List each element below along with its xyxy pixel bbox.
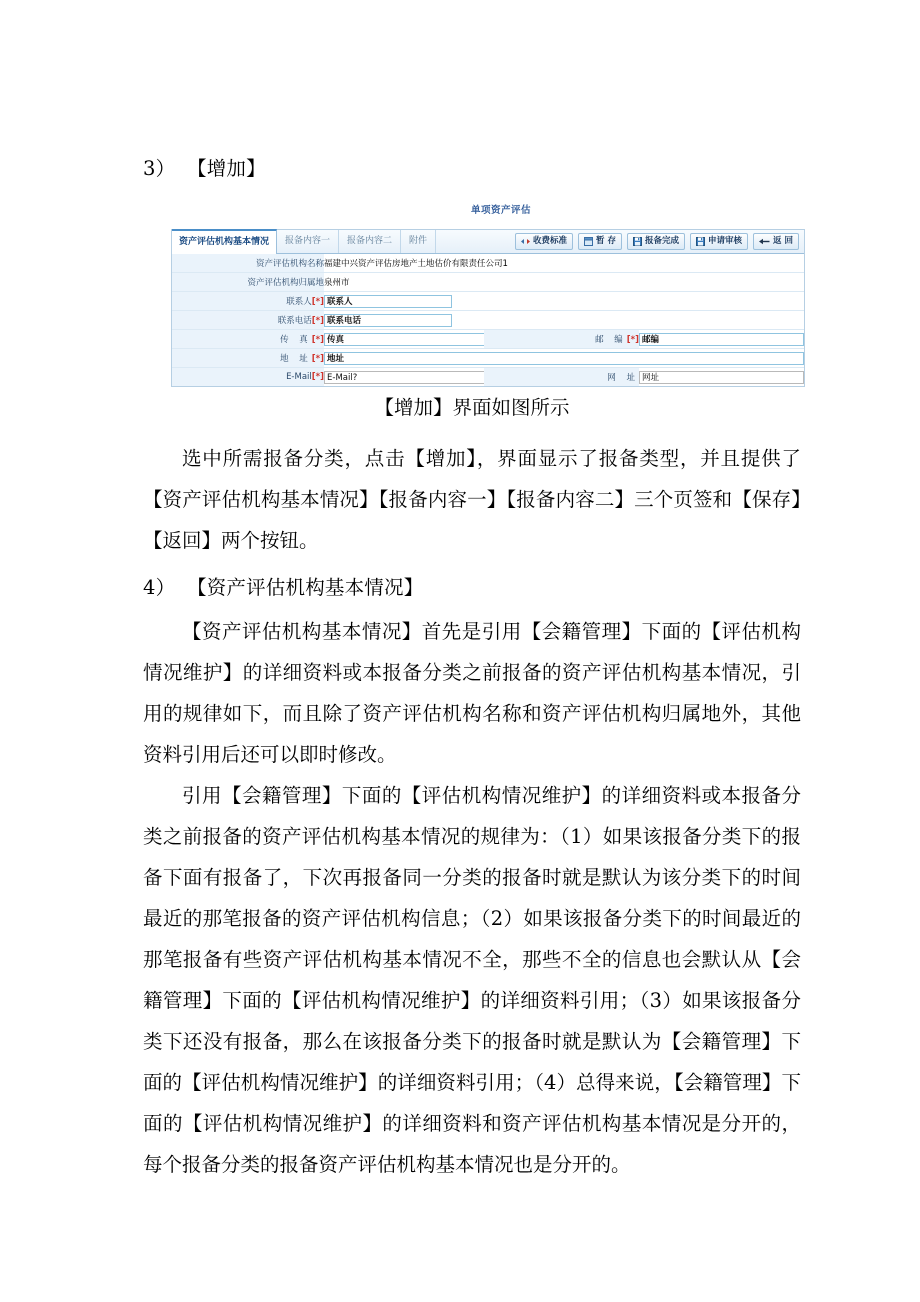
tab-filing-content-1[interactable]: 报备内容一 <box>277 230 339 253</box>
address-cell <box>324 349 804 368</box>
contact-cell <box>324 292 804 311</box>
toolbar <box>515 230 804 253</box>
org-name-label: 资产评估机构名称 <box>172 254 324 273</box>
temp-save-button[interactable] <box>578 233 622 250</box>
list-item-3-label: 【增加】 <box>187 157 266 180</box>
required-mark: [*] <box>311 354 324 364</box>
application-window <box>171 229 805 387</box>
tab-org-basic-info[interactable]: 资产评估机构基本情况 <box>172 229 277 254</box>
paragraph-1: 选中所需报备分类，点击【增加】，界面显示了报备类型，并且提供了【资产评估机构基本情况】【报备内容一】【报备内容二】三个页签和【保存】【返回】两个按钮。 <box>143 447 801 552</box>
back-arrow-icon <box>759 237 770 246</box>
table-row <box>172 311 804 330</box>
filing-complete-button[interactable] <box>627 233 685 250</box>
back-label: 返 回 <box>773 236 793 247</box>
address-label-text: 地 址 <box>280 354 312 364</box>
save-icon <box>633 237 642 246</box>
org-region-value: 泉州市 <box>324 273 804 292</box>
table-row <box>172 368 804 387</box>
fax-input[interactable]: 传真 <box>324 333 484 346</box>
org-region-label: 资产评估机构归属地 <box>172 273 324 292</box>
table-row <box>172 273 804 292</box>
document-content <box>143 152 801 1185</box>
tab-toolbar-row <box>172 230 804 254</box>
contact-input[interactable]: 联系人 <box>324 295 452 308</box>
table-row <box>172 349 804 368</box>
paragraph-3: 引用【会籍管理】下面的【评估机构情况维护】的详细资料或本报备分类之前报备的资产评估机构基本情况的规律为：（1）如果该报备分类下的报备下面有报备了，下次再报备同一分类的报备时就是默认为该分类下的时间最近的那笔报备的资产评估机构信息；（2）如果该报备分类下的时间最近的那笔报备有些资产评估机构基本情况不全，那些不全的信息也会默认从【会籍管理】下面的【评估机构情况维护】的详细资料引用；（3）如果该报备分类下还没有报备，那么在该报备分类下的报备时就是默认为【会籍管理】下面的【评估机构情况维护】的详细资料引用；（4）总得来说，【会籍管理】下面的【评估机构情况维护】的详细资料和资产评估机构基本情况是分开的，每个报备分类的报备资产评估机构基本情况也是分开的。 <box>143 784 801 1176</box>
fee-standard-button[interactable] <box>515 233 573 250</box>
tab-filing-content-2[interactable]: 报备内容二 <box>339 230 401 253</box>
embedded-screenshot <box>143 202 801 387</box>
filing-complete-label: 报备完成 <box>645 236 680 247</box>
temp-save-label: 暂 存 <box>596 236 616 247</box>
required-mark: [*] <box>311 297 324 307</box>
required-mark: [*] <box>311 335 324 345</box>
table-row <box>172 330 804 349</box>
address-label <box>172 349 324 368</box>
org-name-value: 福建中兴资产评估房地产土地估价有限责任公司1 <box>324 254 804 273</box>
paragraph-2: 【资产评估机构基本情况】首先是引用【会籍管理】下面的【评估机构情况维护】的详细资料或本报备分类之前报备的资产评估机构基本情况，引用的规律如下，而且除了资产评估机构名称和资产评估机构归属地外，其他资料引用后还可以即时修改。 <box>143 620 801 766</box>
required-mark: [*] <box>626 335 639 345</box>
back-button[interactable] <box>753 233 799 250</box>
arrows-icon <box>521 237 530 246</box>
phone-input[interactable]: 联系电话 <box>324 314 452 327</box>
required-mark: [*] <box>311 372 324 382</box>
fax-cell <box>324 330 484 349</box>
save-icon <box>696 237 705 246</box>
table-row <box>172 292 804 311</box>
fee-standard-label: 收费标准 <box>533 236 568 247</box>
email-label <box>172 368 324 387</box>
phone-label <box>172 311 324 330</box>
request-review-label: 申请审核 <box>708 236 743 247</box>
zip-cell <box>639 330 804 349</box>
tab-strip <box>172 230 436 253</box>
figure-caption: 【增加】界面如图所示 <box>374 396 570 419</box>
org-basic-info-form <box>172 254 804 386</box>
window-icon <box>584 237 593 246</box>
phone-label-text: 联系电话 <box>277 316 312 326</box>
fax-label-text: 传 真 <box>280 335 312 345</box>
email-input[interactable]: E-Mail? <box>324 371 484 384</box>
email-cell <box>324 368 484 387</box>
website-label-text: 网 址 <box>607 373 639 383</box>
contact-label-text: 联系人 <box>286 297 312 307</box>
address-input[interactable]: 地址 <box>324 352 804 365</box>
zip-input[interactable]: 邮编 <box>639 333 804 346</box>
request-review-button[interactable] <box>690 233 748 250</box>
list-item-3-number: 3） <box>143 157 176 180</box>
email-label-text: E-Mail <box>286 372 312 382</box>
app-title: 单项资产评估 <box>470 205 531 216</box>
list-item-3 <box>143 152 801 186</box>
phone-cell <box>324 311 804 330</box>
fax-label <box>172 330 324 349</box>
required-mark: [*] <box>311 316 324 326</box>
website-cell <box>639 368 804 387</box>
zip-label <box>484 330 639 349</box>
list-item-4-number: 4） <box>143 576 176 599</box>
list-item-4-label: 【资产评估机构基本情况】 <box>187 576 424 599</box>
contact-label <box>172 292 324 311</box>
list-item-4 <box>143 571 801 605</box>
tab-attachments[interactable]: 附件 <box>401 230 436 253</box>
website-label <box>484 368 639 387</box>
website-input[interactable]: 网址 <box>639 371 804 384</box>
table-row <box>172 254 804 273</box>
zip-label-text: 邮 编 <box>595 335 627 345</box>
